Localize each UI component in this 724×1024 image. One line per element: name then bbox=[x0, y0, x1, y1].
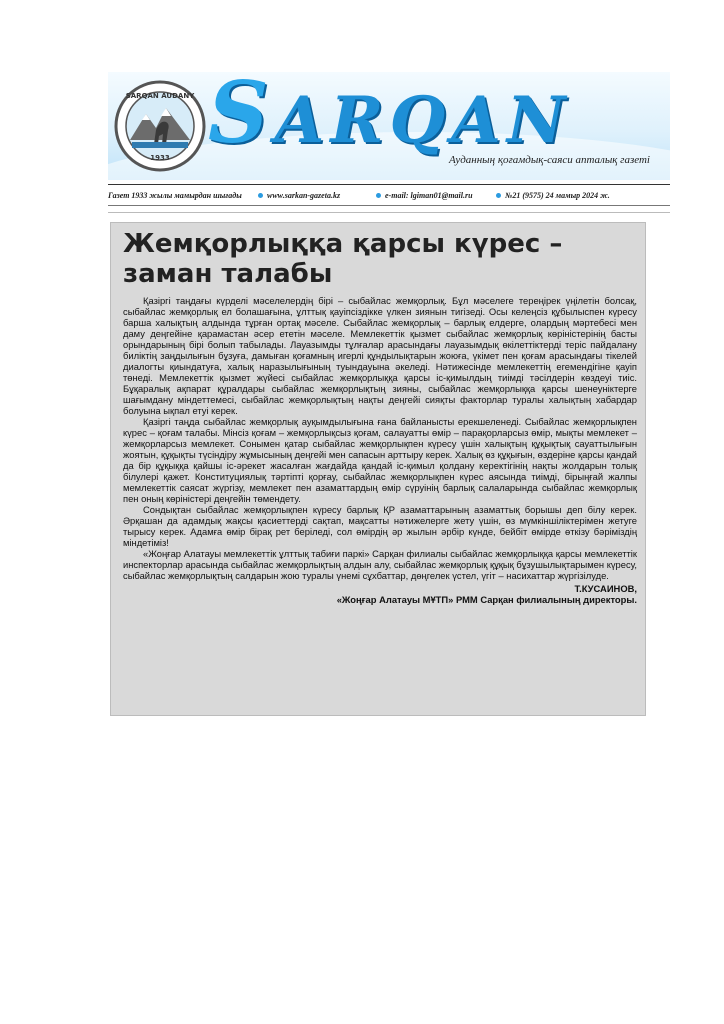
district-emblem-icon bbox=[112, 78, 208, 174]
headline-line-1: Жемқорлыққа қарсы күрес – bbox=[123, 229, 563, 259]
website-link[interactable]: www.sarkan-gazeta.kz bbox=[267, 190, 341, 200]
bullet-icon bbox=[496, 193, 501, 198]
author-name: Т.КУСАИНОВ, bbox=[574, 583, 637, 594]
article-headline bbox=[123, 229, 637, 289]
bullet-icon bbox=[376, 193, 381, 198]
emblem-year: 1933 bbox=[150, 154, 170, 162]
founded-text: Газет 1933 жылы мамырдан шығады bbox=[108, 190, 242, 200]
author-position: «Жоңғар Алатауы МҰТП» РММ Сарқан филиалының директоры. bbox=[336, 594, 637, 605]
newspaper-title-initial: S bbox=[208, 72, 275, 162]
issue-number-date: №21 (9575) 24 мамыр 2024 ж. bbox=[505, 190, 610, 200]
masthead-divider-top bbox=[108, 184, 670, 185]
website-item[interactable] bbox=[258, 191, 376, 200]
email-link[interactable]: e-mail: lgiman01@mail.ru bbox=[385, 190, 473, 200]
article-paragraph-3: Сондықтан сыбайлас жемқорлықпен күресу барлық ҚР азаматтарының азаматтық борышы деп білу керек. Әрқашан да адамдық жақсы қасиеттерді сақтап, мақсатты нәтижелерге жету үшін, өз мүмкіншіліктерімен жетуге тырысу керек. Адамға өмір бірақ рет беріледі, сол өмірдің әр жылын әрбір күнде, бейбіт өмірде өткізу бәріміздің міндетіміз! bbox=[123, 504, 637, 548]
article-paragraph-2: Қазіргі таңда сыбайлас жемқорлық ауқымдылығына ғана байланысты ерекшеленеді. Сыбайлас жемқорлықпен күрес – қоғам талабы. Мінсіз қоғам – жемқорлықсыз қоғам, салауатты өмір – парақорларсыз өмір, мықты мемлекет – жемқорларсыз мемлекет. Сонымен қатар сыбайлас жемқорлықпен күресу үшін халықтың құқықтық сауаттылығын жоятын, құқықты түсіндіру жұмысының деңгейі мен сапасын арттыру керек. Халық өз құқығын, өздеріне қарсы қандай да бір құқыққа қайшы іс-әрекет жасалған жағдайда қандай іс-қимыл қолдану керектігінің нақты жолдарын толық білулері қажет. Конституциялық тәртіпті қорғау, сыбайлас жемқорлықпен күрес аясында тиімді, бірыңғай жалпы мемлекеттік саясат жүргізу, мемлекет пен азаматтардың өмір сүруінің барлық салаларында сыбайлас жемқорлық пен оның көріністері деңгейін төмендету. bbox=[123, 416, 637, 504]
founded-note bbox=[108, 191, 258, 200]
newspaper-masthead bbox=[108, 72, 670, 180]
newspaper-title-rest: ARQAN bbox=[274, 83, 572, 158]
page-divider bbox=[108, 212, 670, 213]
article-paragraph-4: «Жоңғар Алатауы мемлекеттік ұлттық табиғи паркі» Сарқан филиалы сыбайлас жемқорлыққа қарсы мемлекеттік инспекторлар арасында сыбайлас жемқорлықтың алдын алу, сыбайлас жемқорлық құқық бұзушылықтарымен күресу, сыбайлас жемқорлықтың салдарын жою туралы үнемі сұхбаттар, дөңгелек үстел, үгіт – насихаттар жүргізілуде. bbox=[123, 548, 637, 581]
article-paragraph-1: Қазіргі таңдағы күрделі мәселелердің бірі – сыбайлас жемқорлық. Бұл мәселеге тереңірек үңілетін болсақ, сыбайлас жемқорлық ел болашағына, ұлттық қауіпсіздікке үлкен зиянын тигізеді. Осы келеңсіз құбылыспен күресу барша халықтың алдында тұрған ортақ мәселе. Сыбайлас жемқорлық – барлық елдерге, олардың мәртебесі мен даму деңгейіне қарамастан әсер ететін мәселе. Мемлекеттік қызмет сыбайлас жемқорлық көріністерінің басты орындарының бірі болып табылады. Лауазымды тұлғалар арасындағы лауазымдық өкілеттіктерді теріс пайдалану биліктің заңдылығын бұзуға, дамыған қоғамның игерлі құндылықтарын жоюға, үкімет пен қоғам арасындағы тікелей диалогты қиындатуға, халық наразылығының туындауына әкеледі. Нәтижесінде мемлекеттің егемендігіне қауіп төнеді. Мемлекеттік қызмет жүйесі сыбайлас жемқорлыққа қарсы іс-қимылдың тиімді тәсілдерін көздеуі тиіс. Бұқаралық ақпарат құралдары сыбайлас жемқорлықтың зияны, сыбайлас жемқорлыққа қарсы шенеуніктерге шағымдану міндеттемесі, сыбайлас жемқорлықтың нақты деңгейі сияқты факторлар туралы халықтың хабардар болуына ықпал етуі керек. bbox=[123, 295, 637, 416]
article-box bbox=[110, 222, 646, 716]
masthead-divider-bottom bbox=[108, 205, 670, 206]
emblem-text: SARQAN AUDANY bbox=[125, 92, 195, 100]
masthead-info-bar bbox=[108, 188, 670, 202]
issue-item bbox=[496, 191, 610, 200]
headline-line-2: заман талабы bbox=[123, 259, 333, 289]
email-item[interactable] bbox=[376, 191, 496, 200]
newspaper-tagline: Ауданның қоғамдық-саяси апталық газеті bbox=[448, 154, 650, 166]
bullet-icon bbox=[258, 193, 263, 198]
